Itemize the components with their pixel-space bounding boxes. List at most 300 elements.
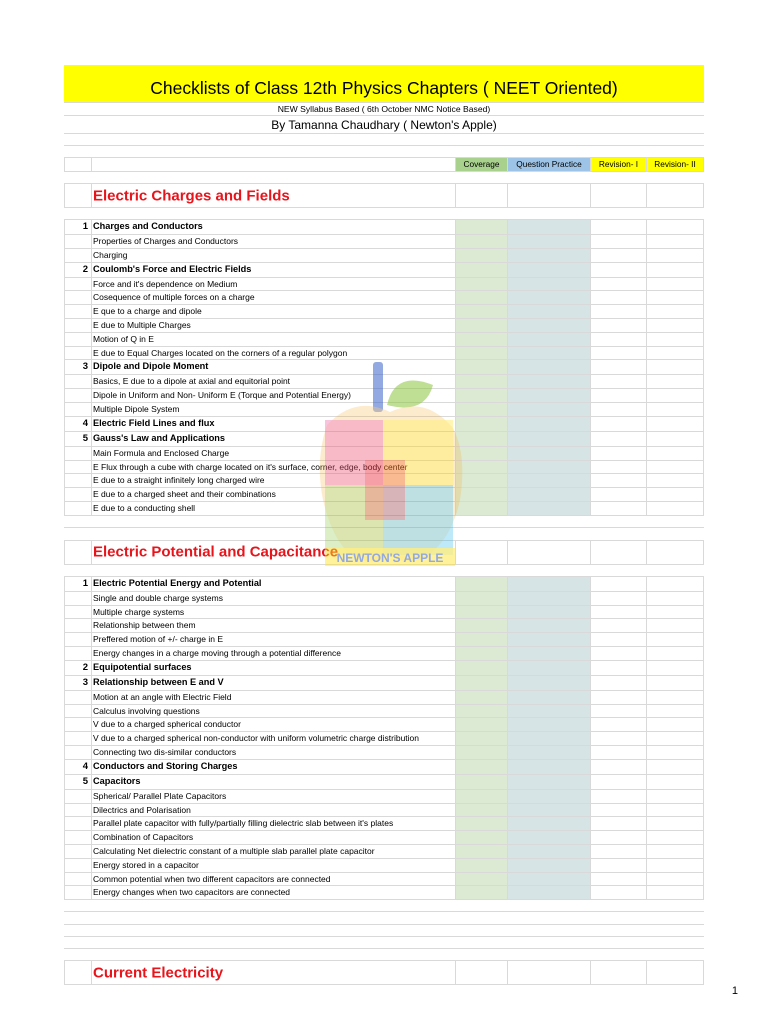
blank-row (64, 912, 704, 925)
cell-col-3 (508, 760, 591, 774)
cell-col-2 (456, 760, 508, 774)
section-title: Electric Potential and Capacitance (93, 543, 339, 561)
topic-row (64, 775, 704, 790)
cell-col-0 (64, 278, 92, 291)
cell-col-0 (64, 592, 92, 605)
cell-col-4 (591, 541, 647, 564)
cell-col-3 (508, 691, 591, 704)
cell-col-0 (64, 235, 92, 248)
cell-col-2 (456, 845, 508, 858)
topic-row (64, 676, 704, 691)
cell-col-2 (456, 389, 508, 402)
cell-col-2 (456, 691, 508, 704)
cell-col-2 (456, 375, 508, 388)
cell-col-3 (508, 732, 591, 745)
subtopic-item: Preffered motion of +/- charge in E (92, 633, 456, 646)
cell-col-5 (647, 746, 704, 759)
cell-col-4 (591, 619, 647, 632)
subtopic-item: Parallel plate capacitor with fully/partially filling dielectric slab between it's plates (92, 817, 456, 830)
page-number: 1 (731, 985, 738, 997)
cell-col-5 (647, 488, 704, 501)
subtopic-row (64, 333, 704, 347)
cell-col-5 (647, 541, 704, 564)
cell-col-0 (64, 718, 92, 731)
cell-col-4 (591, 577, 647, 591)
subtopic-item: Cosequence of multiple forces on a charge (92, 291, 456, 304)
cell-col-5 (647, 403, 704, 416)
cell-col-2 (456, 333, 508, 346)
topic-row (64, 220, 704, 235)
cell-col-4 (591, 732, 647, 745)
cell-col-0 (64, 474, 92, 487)
cell-col-0 (64, 732, 92, 745)
cell-col-0 (64, 502, 92, 515)
section-title: Electric Charges and Fields (93, 187, 290, 204)
subtopic-row (64, 375, 704, 389)
cell-col-2 (456, 461, 508, 474)
cell-col-4 (591, 886, 647, 899)
subtopic-row (64, 732, 704, 746)
subtopic-item: E due to a charged sheet and their combinations (92, 488, 456, 501)
subtopic-item: Relationship between them (92, 619, 456, 632)
cell-col-3 (508, 873, 591, 886)
cell-col-0 (64, 488, 92, 501)
cell-col-5 (647, 961, 704, 984)
cell-col-2 (456, 347, 508, 360)
cell-col-2 (456, 775, 508, 789)
cell-col-3 (508, 718, 591, 731)
topic-number: 3 (64, 676, 92, 690)
cell-col-5 (647, 347, 704, 360)
cell-col-5 (647, 432, 704, 446)
cell-col-5 (647, 817, 704, 830)
cell-col-2 (456, 263, 508, 277)
subtitle-row (64, 103, 704, 116)
cell-col-2 (456, 541, 508, 564)
cell-col-5 (647, 619, 704, 632)
cell-col-3 (508, 447, 591, 460)
cell-col-2 (456, 278, 508, 291)
cell-col-4 (591, 705, 647, 718)
cell-col-2 (456, 606, 508, 619)
subtopic-row (64, 447, 704, 461)
subtopic-item: Motion of Q in E (92, 333, 456, 346)
subtopic-row (64, 845, 704, 859)
cell-col-3 (508, 577, 591, 591)
subtopic-row (64, 718, 704, 732)
cell-col-2 (456, 873, 508, 886)
cell-col-3 (508, 592, 591, 605)
cell-col-3 (508, 319, 591, 332)
cell-col-4 (591, 461, 647, 474)
cell-col-3 (508, 886, 591, 899)
cell-col-4 (591, 817, 647, 830)
cell-col-0 (64, 389, 92, 402)
cell-col-3 (508, 461, 591, 474)
cell-col-4 (591, 775, 647, 789)
cell-col-0 (64, 291, 92, 304)
cell-col-3 (508, 291, 591, 304)
blank-row (64, 172, 704, 184)
cell-col-2 (456, 804, 508, 817)
cell-col-2 (456, 718, 508, 731)
subtopic-item: Spherical/ Parallel Plate Capacitors (92, 790, 456, 803)
cell-col-4 (591, 691, 647, 704)
cell-col-2 (456, 249, 508, 262)
cell-col-3 (508, 249, 591, 262)
cell-col-5 (647, 249, 704, 262)
cell-col-4 (591, 305, 647, 318)
cell-col-4 (591, 790, 647, 803)
subtopic-row (64, 502, 704, 516)
cell-col-5 (647, 305, 704, 318)
cell-col-0 (64, 606, 92, 619)
cell-col-3 (508, 817, 591, 830)
subtopic-item: E due to Equal Charges located on the corners of a regular polygon (92, 347, 456, 360)
cell-col-0 (64, 461, 92, 474)
topic-name: Electric Field Lines and flux (92, 417, 456, 431)
cell-col-2 (456, 732, 508, 745)
cell-col-3 (508, 488, 591, 501)
subtopic-row (64, 886, 704, 900)
subtopic-item: E due to a straight infinitely long charged wire (92, 474, 456, 487)
subtopic-row (64, 873, 704, 887)
cell-col-3 (508, 432, 591, 446)
cell-col-5 (647, 502, 704, 515)
cell-col-5 (647, 790, 704, 803)
cell-col-3 (508, 235, 591, 248)
subtopic-row (64, 319, 704, 333)
subtopic-item: Energy changes in a charge moving through a potential difference (92, 647, 456, 660)
cell-col-4 (591, 488, 647, 501)
cell-col-4 (591, 432, 647, 446)
topic-row (64, 577, 704, 592)
cell-col-3 (508, 541, 591, 564)
cell-col-5 (647, 775, 704, 789)
cell-col-0 (64, 705, 92, 718)
cell-col-2 (456, 676, 508, 690)
subtopic-item: Energy stored in a capacitor (92, 859, 456, 872)
cell-col-3 (508, 263, 591, 277)
topic-number: 1 (64, 220, 92, 234)
cell-col-4 (591, 417, 647, 431)
cell-col-0 (64, 845, 92, 858)
topic-name: Gauss's Law and Applications (92, 432, 456, 446)
cell-col-3 (508, 389, 591, 402)
cell-col-5 (647, 592, 704, 605)
cell-col-3 (508, 347, 591, 360)
subtopic-row (64, 831, 704, 845)
topic-row (64, 760, 704, 775)
author-row (64, 116, 704, 134)
cell-col-5 (647, 389, 704, 402)
cell-col-0 (64, 305, 92, 318)
cell-col-5 (647, 873, 704, 886)
topic-number: 4 (64, 417, 92, 431)
cell-col-2 (456, 790, 508, 803)
topic-name: Electric Potential Energy and Potential (92, 577, 456, 591)
cell-col-3 (508, 417, 591, 431)
cell-col-5 (647, 291, 704, 304)
cell-col-4 (591, 375, 647, 388)
cell-col-3 (508, 474, 591, 487)
subtopic-item: Connecting two dis-similar conductors (92, 746, 456, 759)
cell-col-0 (64, 403, 92, 416)
cell-col-0 (64, 447, 92, 460)
section-header-row (64, 541, 704, 565)
cell-col-5 (647, 577, 704, 591)
cell-col-5 (647, 705, 704, 718)
subtopic-item: Energy changes when two capacitors are connected (92, 886, 456, 899)
subtopic-item: Dilectrics and Polarisation (92, 804, 456, 817)
cell-col-4 (591, 220, 647, 234)
cell-col-4 (591, 647, 647, 660)
cell-col-4 (591, 804, 647, 817)
blank-row (64, 134, 704, 146)
cell-col-4 (591, 606, 647, 619)
subtopic-row (64, 790, 704, 804)
cell-col-5 (647, 760, 704, 774)
cell-col-5 (647, 474, 704, 487)
subtopic-item: Common potential when two different capacitors are connected (92, 873, 456, 886)
cell-col-0 (64, 961, 92, 984)
title-row (64, 65, 704, 103)
cell-col-4 (591, 291, 647, 304)
subtopic-item: Main Formula and Enclosed Charge (92, 447, 456, 460)
cell-col-3 (508, 705, 591, 718)
cell-col-4 (591, 235, 647, 248)
topic-name: Coulomb's Force and Electric Fields (92, 263, 456, 277)
cell-col-2 (456, 403, 508, 416)
cell-col-3 (508, 859, 591, 872)
cell-col-4 (591, 403, 647, 416)
cell-col-2 (456, 305, 508, 318)
cell-col-2 (456, 432, 508, 446)
subtopic-item: Motion at an angle with Electric Field (92, 691, 456, 704)
cell-col-5 (647, 606, 704, 619)
cell-col-4 (591, 184, 647, 207)
cell-col-4 (591, 502, 647, 515)
subtopic-row (64, 347, 704, 361)
cell-col-3 (508, 661, 591, 675)
cell-col-0 (64, 647, 92, 660)
coverage-header: Coverage (456, 158, 508, 171)
cell-col-2 (456, 474, 508, 487)
cell-col-0 (64, 319, 92, 332)
subtopic-item: V due to a charged spherical non-conductor with uniform volumetric charge distribution (92, 732, 456, 745)
cell-col-5 (647, 886, 704, 899)
page-title: Checklists of Class 12th Physics Chapters ( NEET Oriented) (150, 78, 618, 98)
subtopic-row (64, 606, 704, 620)
cell-col-2 (456, 961, 508, 984)
cell-col-3 (508, 790, 591, 803)
cell-col-4 (591, 249, 647, 262)
watermark-label: NEWTON'S APPLE (336, 551, 444, 565)
cell-col-4 (591, 633, 647, 646)
cell-col-0 (64, 873, 92, 886)
cell-col-2 (456, 592, 508, 605)
subtopic-row (64, 647, 704, 661)
cell-col-3 (508, 403, 591, 416)
cell-col-3 (508, 746, 591, 759)
cell-col-3 (508, 804, 591, 817)
cell-col-4 (591, 474, 647, 487)
cell-col-5 (647, 278, 704, 291)
cell-col-0 (64, 633, 92, 646)
subtopic-row (64, 817, 704, 831)
subtopic-item: E due to Multiple Charges (92, 319, 456, 332)
subtopic-item: Multiple charge systems (92, 606, 456, 619)
topic-name: Charges and Conductors (92, 220, 456, 234)
cell-col-0 (64, 859, 92, 872)
cell-col-5 (647, 220, 704, 234)
cell-col-4 (591, 845, 647, 858)
cell-col-2 (456, 417, 508, 431)
cell-col-0 (64, 375, 92, 388)
cell-col-1 (92, 184, 456, 207)
cell-col-0 (64, 817, 92, 830)
cell-col-2 (456, 859, 508, 872)
cell-col-5 (647, 661, 704, 675)
cell-col-4 (591, 676, 647, 690)
subtopic-row (64, 619, 704, 633)
cell-col-5 (647, 263, 704, 277)
blank-row (64, 925, 704, 937)
subtopic-item: Dipole in Uniform and Non- Uniform E (Torque and Potential Energy) (92, 389, 456, 402)
subtopic-row (64, 291, 704, 305)
cell-col-0 (64, 184, 92, 207)
cell-col-2 (456, 619, 508, 632)
subtopic-row (64, 278, 704, 292)
cell-col-3 (508, 502, 591, 515)
cell-col-0 (64, 333, 92, 346)
cell-col-3 (508, 619, 591, 632)
section-header-row (64, 961, 704, 985)
cell-col-2 (456, 220, 508, 234)
cell-col-2 (456, 817, 508, 830)
cell-col-0 (64, 790, 92, 803)
cell-col-0 (64, 249, 92, 262)
blank-row (64, 949, 704, 961)
topic-name: Capacitors (92, 775, 456, 789)
cell-col-2 (456, 633, 508, 646)
cell-col-4 (591, 263, 647, 277)
subtopic-row (64, 633, 704, 647)
subtopic-row (64, 488, 704, 502)
subtopic-item: E Flux through a cube with charge located on it's surface, corner, edge, body center (92, 461, 456, 474)
subtopic-row (64, 249, 704, 263)
revision-1-header: Revision- I (591, 158, 647, 171)
cell-col-5 (647, 375, 704, 388)
cell-col-2 (456, 746, 508, 759)
subtopic-item: E due to a conducting shell (92, 502, 456, 515)
blank-row (64, 208, 704, 220)
cell-col-3 (508, 606, 591, 619)
topic-row (64, 417, 704, 432)
cell-col-4 (591, 447, 647, 460)
cell-col-4 (591, 760, 647, 774)
cell-col-2 (456, 886, 508, 899)
blank-row (64, 528, 704, 541)
section-header-row (64, 184, 704, 208)
topic-row (64, 263, 704, 278)
topic-row (64, 432, 704, 447)
topic-number: 2 (64, 263, 92, 277)
cell-col-2 (456, 577, 508, 591)
subtopic-item: Charging (92, 249, 456, 262)
topic-name: Dipole and Dipole Moment (92, 360, 456, 374)
subtopic-item: Multiple Dipole System (92, 403, 456, 416)
cell-col-3 (508, 305, 591, 318)
subtopic-item: Combination of Capacitors (92, 831, 456, 844)
cell-col-3 (508, 333, 591, 346)
cell-col-5 (647, 647, 704, 660)
cell-col-2 (456, 235, 508, 248)
cell-col-2 (456, 291, 508, 304)
cell-col-2 (456, 502, 508, 515)
topic-number: 5 (64, 432, 92, 446)
cell-col-3 (508, 845, 591, 858)
subtopic-item: V due to a charged spherical conductor (92, 718, 456, 731)
syllabus-subtitle: NEW Syllabus Based ( 6th October NMC Notice Based) (277, 104, 491, 114)
cell-col-4 (591, 278, 647, 291)
subtopic-row (64, 461, 704, 475)
cell-col-3 (508, 184, 591, 207)
cell-col-5 (647, 319, 704, 332)
subtopic-item: E que to a charge and dipole (92, 305, 456, 318)
cell-col-1 (92, 158, 456, 171)
cell-col-4 (591, 389, 647, 402)
cell-col-0 (64, 691, 92, 704)
subtopic-item: Basics, E due to a dipole at axial and equitorial point (92, 375, 456, 388)
cell-col-4 (591, 746, 647, 759)
blank-row (64, 146, 704, 158)
cell-col-3 (508, 647, 591, 660)
cell-col-2 (456, 360, 508, 374)
section-title: Current Electricity (93, 964, 224, 982)
author-line: By Tamanna Chaudhary ( Newton's Apple) (271, 118, 497, 132)
cell-col-5 (647, 732, 704, 745)
topic-number: 4 (64, 760, 92, 774)
cell-col-5 (647, 845, 704, 858)
cell-col-4 (591, 592, 647, 605)
cell-col-4 (591, 961, 647, 984)
cell-col-4 (591, 661, 647, 675)
subtopic-item: Force and it's dependence on Medium (92, 278, 456, 291)
cell-col-5 (647, 691, 704, 704)
topic-row (64, 360, 704, 375)
topic-number: 3 (64, 360, 92, 374)
cell-col-0 (64, 831, 92, 844)
cell-col-2 (456, 319, 508, 332)
cell-col-3 (508, 676, 591, 690)
subtopic-item: Properties of Charges and Conductors (92, 235, 456, 248)
cell-col-5 (647, 676, 704, 690)
cell-col-4 (591, 859, 647, 872)
cell-col-5 (647, 417, 704, 431)
cell-col-0 (64, 886, 92, 899)
cell-col-5 (647, 447, 704, 460)
topic-row (64, 661, 704, 676)
cell-col-1 (92, 541, 456, 564)
cell-col-4 (591, 333, 647, 346)
cell-col-1 (92, 961, 456, 984)
cell-col-4 (591, 718, 647, 731)
column-header-row (64, 158, 704, 172)
subtopic-item: Single and double charge systems (92, 592, 456, 605)
topic-name: Conductors and Storing Charges (92, 760, 456, 774)
subtopic-row (64, 691, 704, 705)
